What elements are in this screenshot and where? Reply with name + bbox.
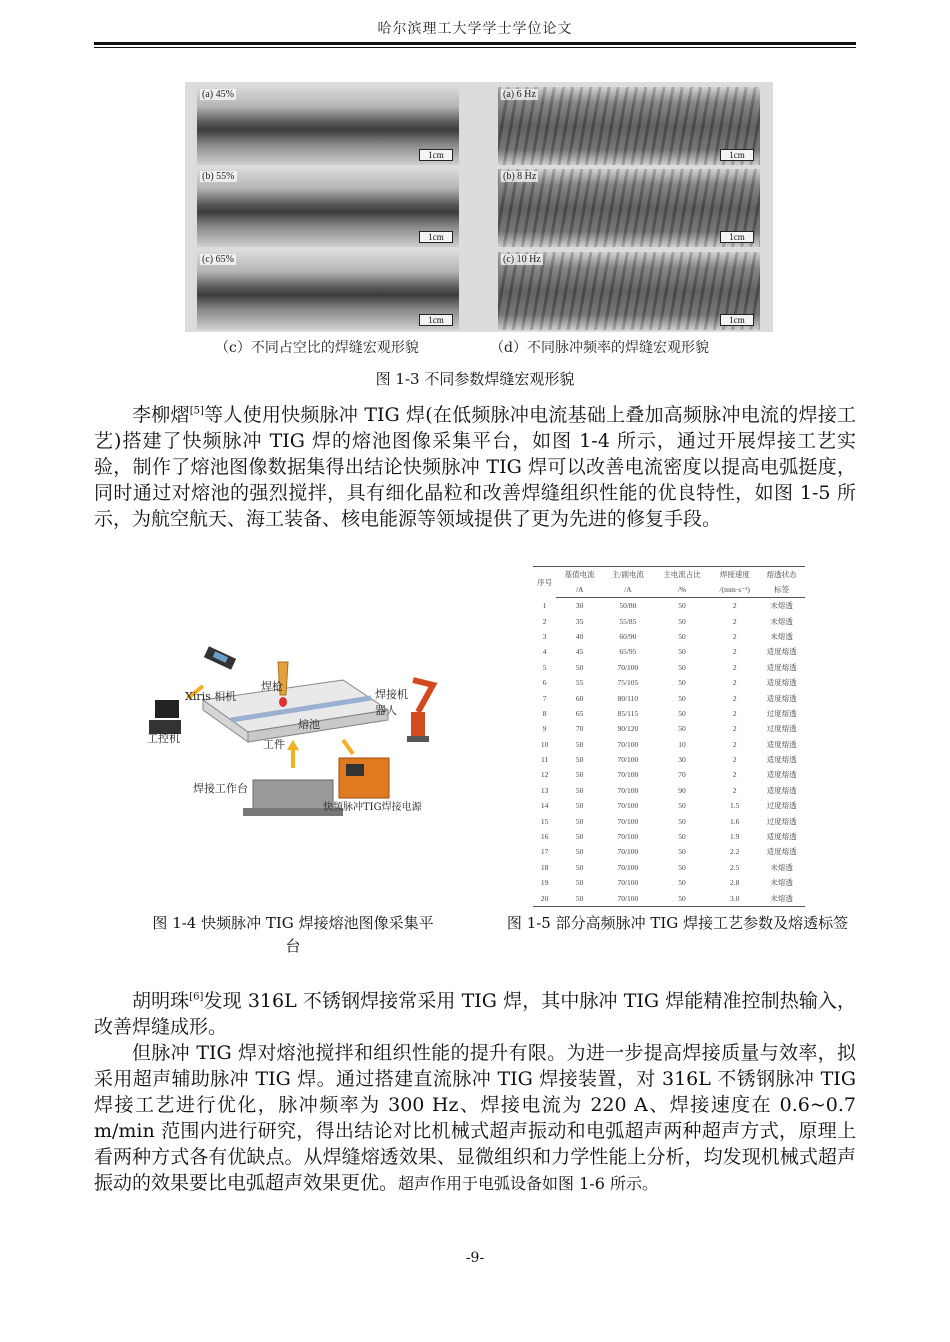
- table-row: [533, 629, 805, 644]
- table-cell: 50: [678, 724, 686, 734]
- table-cell: 50: [575, 785, 584, 795]
- table-cell: 90/120: [617, 724, 639, 734]
- column-unit: 标签: [758, 582, 805, 598]
- table-cell: 70/100: [617, 785, 639, 795]
- table-row: [533, 644, 805, 659]
- label-power-source: 快频脉冲TIG焊接电源: [323, 802, 422, 813]
- table-cell: 50: [575, 755, 584, 765]
- table-cell: 2: [732, 785, 737, 795]
- table-cell: 15: [540, 816, 549, 826]
- table-cell: 50: [575, 801, 584, 811]
- table-cell: 50: [653, 890, 711, 906]
- table-cell: 7: [542, 693, 547, 703]
- citation-ref: [5]: [189, 405, 204, 417]
- table-cell: 30: [575, 601, 584, 611]
- table-cell: 13: [540, 785, 549, 795]
- table-cell: 适度熔透: [766, 647, 797, 657]
- table-cell: 50: [575, 739, 584, 749]
- table-cell: 85/115: [617, 708, 639, 718]
- table-cell: 70/100: [617, 801, 639, 811]
- table-cell: 2: [732, 739, 737, 749]
- column-unit: /A: [556, 582, 603, 598]
- table-cell: 2.8: [730, 878, 740, 888]
- table-cell: 50: [556, 890, 603, 906]
- paragraph-text: 发现 316L 不锈钢焊接常采用 TIG 焊，其中脉冲 TIG 焊能精准控制热输入，改善焊缝成形。: [94, 990, 856, 1038]
- table-cell: 适度熔透: [766, 832, 797, 842]
- table-cell: 2: [732, 601, 737, 611]
- table-row: [533, 783, 805, 798]
- table-cell: 5: [542, 662, 547, 672]
- table-cell: 8: [542, 708, 547, 718]
- scale-bar: 1cm: [419, 149, 453, 161]
- table-cell: 20: [533, 890, 556, 906]
- table-cell: 50: [678, 878, 686, 888]
- table-cell: 50: [678, 832, 686, 842]
- figure-1-3-caption: 图 1-3 不同参数焊缝宏观形貌: [375, 370, 575, 388]
- table-cell: 50: [575, 847, 584, 857]
- table-cell: 未熔透: [770, 862, 793, 872]
- table-row: [533, 613, 805, 628]
- table-row: [533, 660, 805, 675]
- table-cell: 10: [678, 739, 686, 749]
- table-cell: 50: [678, 816, 686, 826]
- figure-1-3-subcaption-left: （c）不同占空比的焊缝宏观形貌: [215, 340, 419, 356]
- table-cell: 30: [678, 755, 686, 765]
- table-cell: 17: [540, 847, 549, 857]
- column-unit: /A: [603, 582, 653, 598]
- table-cell: 70/100: [617, 816, 639, 826]
- table-cell: 适度熔透: [766, 755, 797, 765]
- table-cell: 70/100: [617, 847, 639, 857]
- table-cell: 35: [575, 616, 584, 626]
- table-cell: 14: [540, 801, 549, 811]
- table-cell: 16: [540, 832, 549, 842]
- table-row: [533, 690, 805, 705]
- table-cell: 55: [575, 678, 584, 688]
- label-camera: Xiris 相机: [185, 690, 237, 703]
- weld-photo: [197, 87, 459, 165]
- table-cell: 50/80: [619, 601, 637, 611]
- table-cell: 50: [678, 678, 686, 688]
- weld-photo: [498, 87, 760, 165]
- table-cell: 50: [678, 693, 686, 703]
- table-cell: 2: [732, 616, 737, 626]
- table-row: [533, 890, 805, 906]
- table-cell: 过度熔透: [766, 801, 797, 811]
- table-cell: 70/100: [617, 662, 639, 672]
- label-worktable: 焊接工作台: [193, 782, 248, 795]
- table-cell: 适度熔透: [766, 770, 797, 780]
- table-cell: 2: [732, 647, 737, 657]
- page-number: -9-: [465, 1250, 485, 1266]
- table-cell: 55/85: [619, 616, 637, 626]
- table-row: [533, 706, 805, 721]
- table-cell: 未熔透: [758, 890, 805, 906]
- table-cell: 适度熔透: [766, 739, 797, 749]
- header-rule-thick: [94, 42, 856, 45]
- scale-bar: 1cm: [419, 231, 453, 243]
- table-cell: 2: [732, 678, 737, 688]
- panel-tag: (b) 55%: [202, 171, 235, 182]
- paragraph-1: [94, 402, 856, 532]
- table-cell: 2: [732, 631, 737, 641]
- table-cell: 4: [542, 647, 547, 657]
- table-cell: 2: [732, 724, 737, 734]
- label-pool: 熔池: [298, 718, 320, 731]
- table-cell: 适度熔透: [766, 662, 797, 672]
- column-unit: /%: [653, 582, 711, 598]
- table-row: [533, 675, 805, 690]
- table-cell: 60/90: [619, 631, 637, 641]
- table-cell: 2: [732, 708, 737, 718]
- table-row: [533, 721, 805, 736]
- table-cell: 70/100: [617, 739, 639, 749]
- table-cell: 2.2: [730, 847, 740, 857]
- table-cell: 未熔透: [770, 631, 793, 641]
- table-cell: 6: [542, 678, 547, 688]
- figure-1-3-image: [185, 82, 773, 332]
- table-cell: 1.6: [730, 816, 740, 826]
- table-cell: 50: [575, 832, 584, 842]
- table-row: [533, 875, 805, 890]
- table-cell: 40: [575, 631, 584, 641]
- table-cell: 50: [575, 878, 584, 888]
- table-cell: 70/100: [617, 862, 639, 872]
- figure-1-5-image: [533, 552, 805, 904]
- table-cell: 2: [732, 662, 737, 672]
- column-header: 焊接速度: [711, 567, 758, 583]
- table-cell: 1.5: [730, 801, 740, 811]
- table-cell: 过度熔透: [766, 816, 797, 826]
- scale-bar: 1cm: [720, 149, 754, 161]
- table-cell: 70: [575, 724, 584, 734]
- panel-tag: (c) 10 Hz: [503, 254, 541, 265]
- table-row: [533, 860, 805, 875]
- header-rule-thin: [94, 47, 856, 48]
- table-cell: 45: [575, 647, 584, 657]
- table-cell: 50: [575, 816, 584, 826]
- scale-bar: 1cm: [720, 314, 754, 326]
- table-row: [533, 752, 805, 767]
- table-cell: 2: [732, 755, 737, 765]
- table-cell: 适度熔透: [766, 785, 797, 795]
- table-cell: 10: [540, 739, 549, 749]
- table-cell: 1.9: [730, 832, 740, 842]
- label-torch: 焊枪: [261, 680, 283, 693]
- table-cell: 70/100: [617, 770, 639, 780]
- table-cell: 70/100: [617, 832, 639, 842]
- paragraph-text: 等人使用快频脉冲 TIG 焊(在低频脉冲电流基础上叠加高频脉冲电流的焊接工艺)搭建了快频脉冲 TIG 焊的熔池图像采集平台，如图 1-4 所示，通过开展焊接工艺实验，制作了熔池图像数据集得出结论快频脉冲 TIG 焊可以改善电流密度以提高电弧挺度，同时通过对熔池的强烈搅拌，具有细化晶粒和改善焊缝组织性能的优良特性，如图 1-5 所示，为航空航天、海工装备、核电能源等领域提供了更为先进的修复手段。: [94, 404, 856, 530]
- table-cell: 3.0: [711, 890, 758, 906]
- table-row: [533, 844, 805, 859]
- weld-photo: [498, 169, 760, 247]
- weld-photo: [197, 169, 459, 247]
- table-cell: 50: [678, 801, 686, 811]
- table-header-row: [533, 567, 805, 583]
- table-cell: 未熔透: [770, 616, 793, 626]
- author-name: 胡明珠: [132, 990, 190, 1012]
- table-cell: 1: [542, 600, 547, 610]
- table-cell: 未熔透: [770, 601, 793, 611]
- figure-1-3-subcaption-right: （d）不同脉冲频率的焊缝宏观形貌: [490, 340, 709, 356]
- paragraph-text: 但脉冲 TIG 焊对熔池搅拌和组织性能的提升有限。为进一步提高焊接质量与效率，拟采用超声辅助脉冲 TIG 焊。通过搭建直流脉冲 TIG 焊接装置，对 316L 不锈钢脉冲 TIG 焊接工艺进行优化，脉冲频率为 300 Hz、焊接电流为 220 A、焊接速度在 0.6~0.7 m/min 范围内进行研究，得出结论对比机械式超声振动和电弧超声两种超声方式，原理上看两种方式各有优缺点。从焊缝熔透效果、显微组织和力学性能上分析，均发现机械式超声振动的效果要比电弧超声效果更优。: [94, 1042, 856, 1194]
- table-cell: 75/105: [617, 678, 639, 688]
- table-row: [533, 767, 805, 782]
- table-cell: 70/100: [617, 878, 639, 888]
- table-row: [533, 829, 805, 844]
- table-cell: 70: [678, 770, 686, 780]
- column-header: 基值电流: [556, 567, 603, 583]
- author-name: 李柳熠: [132, 404, 190, 426]
- table-cell: 适度熔透: [766, 847, 797, 857]
- column-header: 主/副电流: [603, 567, 653, 583]
- table-cell: 11: [541, 755, 549, 765]
- weld-photo: [197, 252, 459, 330]
- paragraph-2: [94, 988, 856, 1040]
- table-cell: 2.5: [730, 862, 740, 872]
- table-cell: 80/110: [617, 693, 639, 703]
- table-cell: 50: [678, 647, 686, 657]
- paragraph-tail: 超声作用于电弧设备如图 1-6 所示。: [398, 1174, 658, 1193]
- table-cell: 过度熔透: [766, 724, 797, 734]
- table-cell: 9: [542, 724, 547, 734]
- table-cell: 50: [678, 631, 686, 641]
- table-cell: 50: [678, 862, 686, 872]
- table-cell: 50: [575, 862, 584, 872]
- table-cell: 50: [575, 662, 584, 672]
- table-cell: 3: [542, 631, 547, 641]
- column-header: 主电流占比: [653, 567, 711, 583]
- table-cell: 适度熔透: [766, 678, 797, 688]
- table-cell: 12: [540, 770, 549, 780]
- table-row: [533, 813, 805, 828]
- table-cell: 2: [732, 693, 737, 703]
- table-cell: 50: [678, 847, 686, 857]
- table-cell: 2: [732, 770, 737, 780]
- table-row: [533, 598, 805, 614]
- table-cell: 65: [575, 708, 584, 718]
- panel-tag: (a) 45%: [202, 89, 234, 100]
- table-row: [533, 798, 805, 813]
- scale-bar: 1cm: [720, 231, 754, 243]
- table-cell: 90: [678, 785, 686, 795]
- panel-tag: (b) 8 Hz: [503, 171, 537, 182]
- column-header: 熔透状态: [758, 567, 805, 583]
- label-robot: 焊接机器人: [375, 688, 408, 717]
- paragraph-3: [94, 1040, 856, 1197]
- table-cell: 60: [575, 693, 584, 703]
- table-cell: 未熔透: [770, 878, 793, 888]
- table-cell: 50: [678, 708, 686, 718]
- table-cell: 适度熔透: [766, 693, 797, 703]
- table-row: [533, 737, 805, 752]
- table-cell: 70/100: [603, 890, 653, 906]
- panel-tag: (c) 65%: [202, 254, 234, 265]
- label-workpiece: 工件: [263, 738, 285, 751]
- table-cell: 70/100: [617, 755, 639, 765]
- table-cell: 19: [540, 878, 549, 888]
- scale-bar: 1cm: [419, 314, 453, 326]
- table-header-row: [533, 582, 805, 598]
- label-ipc: 工控机: [147, 732, 180, 745]
- table-cell: 过度熔透: [766, 708, 797, 718]
- panel-tag: (a) 6 Hz: [503, 89, 536, 100]
- column-header: 序号: [533, 567, 556, 598]
- figure-1-4-image: [143, 640, 443, 830]
- table-cell: 50: [678, 616, 686, 626]
- table-cell: 2: [542, 616, 547, 626]
- table-cell: 18: [540, 862, 549, 872]
- figure-1-5-caption: 图 1-5 部分高频脉冲 TIG 焊接工艺参数及熔透标签: [506, 914, 849, 932]
- weld-photo: [498, 252, 760, 330]
- page-header: 哈尔滨理工大学学士学位论文: [377, 21, 573, 37]
- table-cell: 65/95: [619, 647, 637, 657]
- citation-ref: [6]: [189, 991, 204, 1003]
- table-cell: 50: [575, 770, 584, 780]
- column-unit: /(mm·s⁻¹): [711, 582, 758, 598]
- parameter-table: [533, 566, 805, 907]
- table-cell: 50: [678, 662, 686, 672]
- figure-1-4-caption: 图 1-4 快频脉冲 TIG 焊接熔池图像采集平台: [152, 914, 434, 955]
- table-cell: 50: [678, 601, 686, 611]
